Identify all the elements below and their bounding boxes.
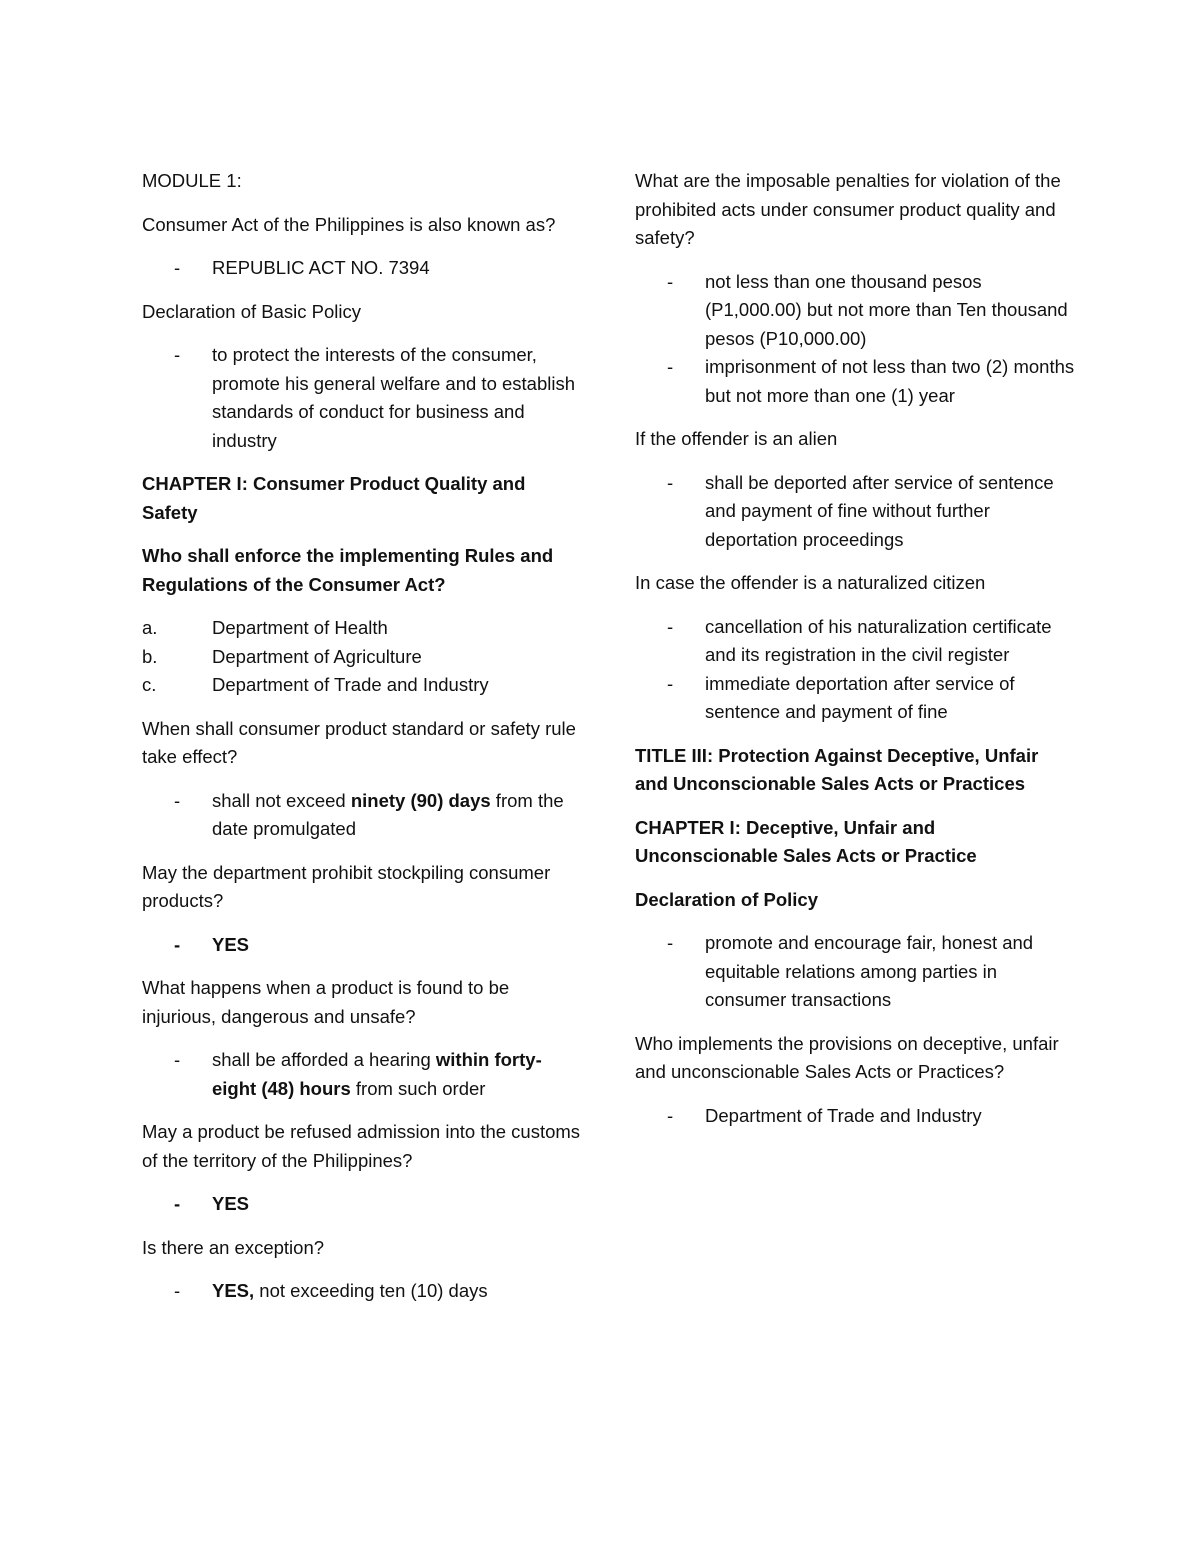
answer-item: - YES [142, 931, 582, 960]
answer-list [635, 929, 1075, 1015]
title-heading: TITLE III: Protection Against Deceptive, Unfair and Unconscionable Sales Acts or Practices [635, 744, 1039, 794]
answer-list [635, 613, 1075, 727]
question-enforce: Who shall enforce the implementing Rules and Regulations of the Consumer Act? [142, 545, 554, 595]
answer-list [142, 254, 582, 283]
answer-text: shall be afforded a hearing [212, 1049, 436, 1070]
answer-item: - promote and encourage fair, honest and equitable relations among parties in consumer transactions [635, 929, 1075, 1015]
answer-list [142, 1277, 582, 1306]
answer-list [635, 268, 1075, 411]
answer-item: - imprisonment of not less than two (2) months but not more than one (1) year [635, 353, 1075, 410]
question-exception: Is there an exception? [142, 1236, 325, 1258]
answer-list [635, 469, 1075, 555]
answer-item [142, 787, 582, 844]
question-known-as: Consumer Act of the Philippines is also known as? [142, 213, 556, 235]
question-penalties: What are the imposable penalties for violation of the prohibited acts under consumer product quality and safety? [635, 170, 1061, 248]
chapter-heading: CHAPTER I: Consumer Product Quality and Safety [142, 473, 526, 523]
answer-item: - REPUBLIC ACT NO. 7394 [142, 254, 582, 283]
option-text: Department of Agriculture [212, 645, 422, 667]
answer-text: from the date promulgated [212, 789, 564, 839]
question-naturalized: In case the offender is a naturalized citizen [635, 572, 986, 593]
question-refused: May a product be refused admission into the customs of the territory of the Philippines? [142, 1121, 581, 1171]
answer-item: - not less than one thousand pesos (P1,000.00) but not more than Ten thousand pesos (P10,000.00) [635, 268, 1075, 354]
answer-text: from such order [350, 1077, 486, 1099]
answer-list [142, 1190, 582, 1219]
answer-text: not exceeding ten (10) days [254, 1280, 488, 1301]
answer-emphasis: ninety (90) days [350, 789, 491, 811]
enforce-options-list [142, 614, 582, 700]
answer-list [142, 787, 582, 844]
option-marker: a. [142, 617, 158, 638]
answer-item: - shall be deported after service of sentence and payment of fine without further deportation proceedings [635, 469, 1075, 555]
answer-list [142, 931, 582, 960]
question-alien: If the offender is an alien [635, 428, 838, 449]
module-heading: MODULE 1: [142, 170, 242, 191]
option-item [142, 671, 582, 700]
option-item [142, 643, 582, 672]
answer-item: - cancellation of his naturalization certificate and its registration in the civil register [635, 613, 1075, 670]
policy-heading: Declaration of Policy [635, 888, 818, 910]
option-text: Department of Health [212, 617, 388, 638]
answer-text: shall not exceed [212, 789, 351, 811]
answer-item [142, 1277, 582, 1306]
answer-item: - YES [142, 1190, 582, 1219]
answer-emphasis: YES, [212, 1280, 255, 1301]
chapter-heading: CHAPTER I: Deceptive, Unfair and Unconscionable Sales Acts or Practice [635, 816, 977, 866]
option-text: Department of Trade and Industry [212, 674, 489, 695]
left-column [142, 167, 582, 1321]
declaration-heading: Declaration of Basic Policy [142, 300, 362, 322]
answer-item: - immediate deportation after service of sentence and payment of fine [635, 670, 1075, 727]
question-injurious: What happens when a product is found to be injurious, dangerous and unsafe? [142, 977, 510, 1027]
answer-item: - Department of Trade and Industry [635, 1102, 1075, 1131]
answer-list [142, 341, 582, 455]
answer-item: - to protect the interests of the consumer, promote his general welfare and to establish standards of conduct for business and industry [142, 341, 582, 455]
option-item [142, 614, 582, 643]
option-marker: c. [142, 674, 157, 695]
answer-list [635, 1102, 1075, 1131]
answer-emphasis: within forty-eight (48) hours [212, 1049, 542, 1099]
right-column [635, 167, 1075, 1145]
question-implements: Who implements the provisions on deceptive, unfair and unconscionable Sales Acts or Practices? [635, 1032, 1059, 1082]
answer-list [142, 1046, 582, 1103]
answer-item [142, 1046, 582, 1103]
question-stockpiling: May the department prohibit stockpiling consumer products? [142, 861, 551, 911]
question-take-effect: When shall consumer product standard or safety rule take effect? [142, 717, 576, 767]
option-marker: b. [142, 645, 158, 667]
